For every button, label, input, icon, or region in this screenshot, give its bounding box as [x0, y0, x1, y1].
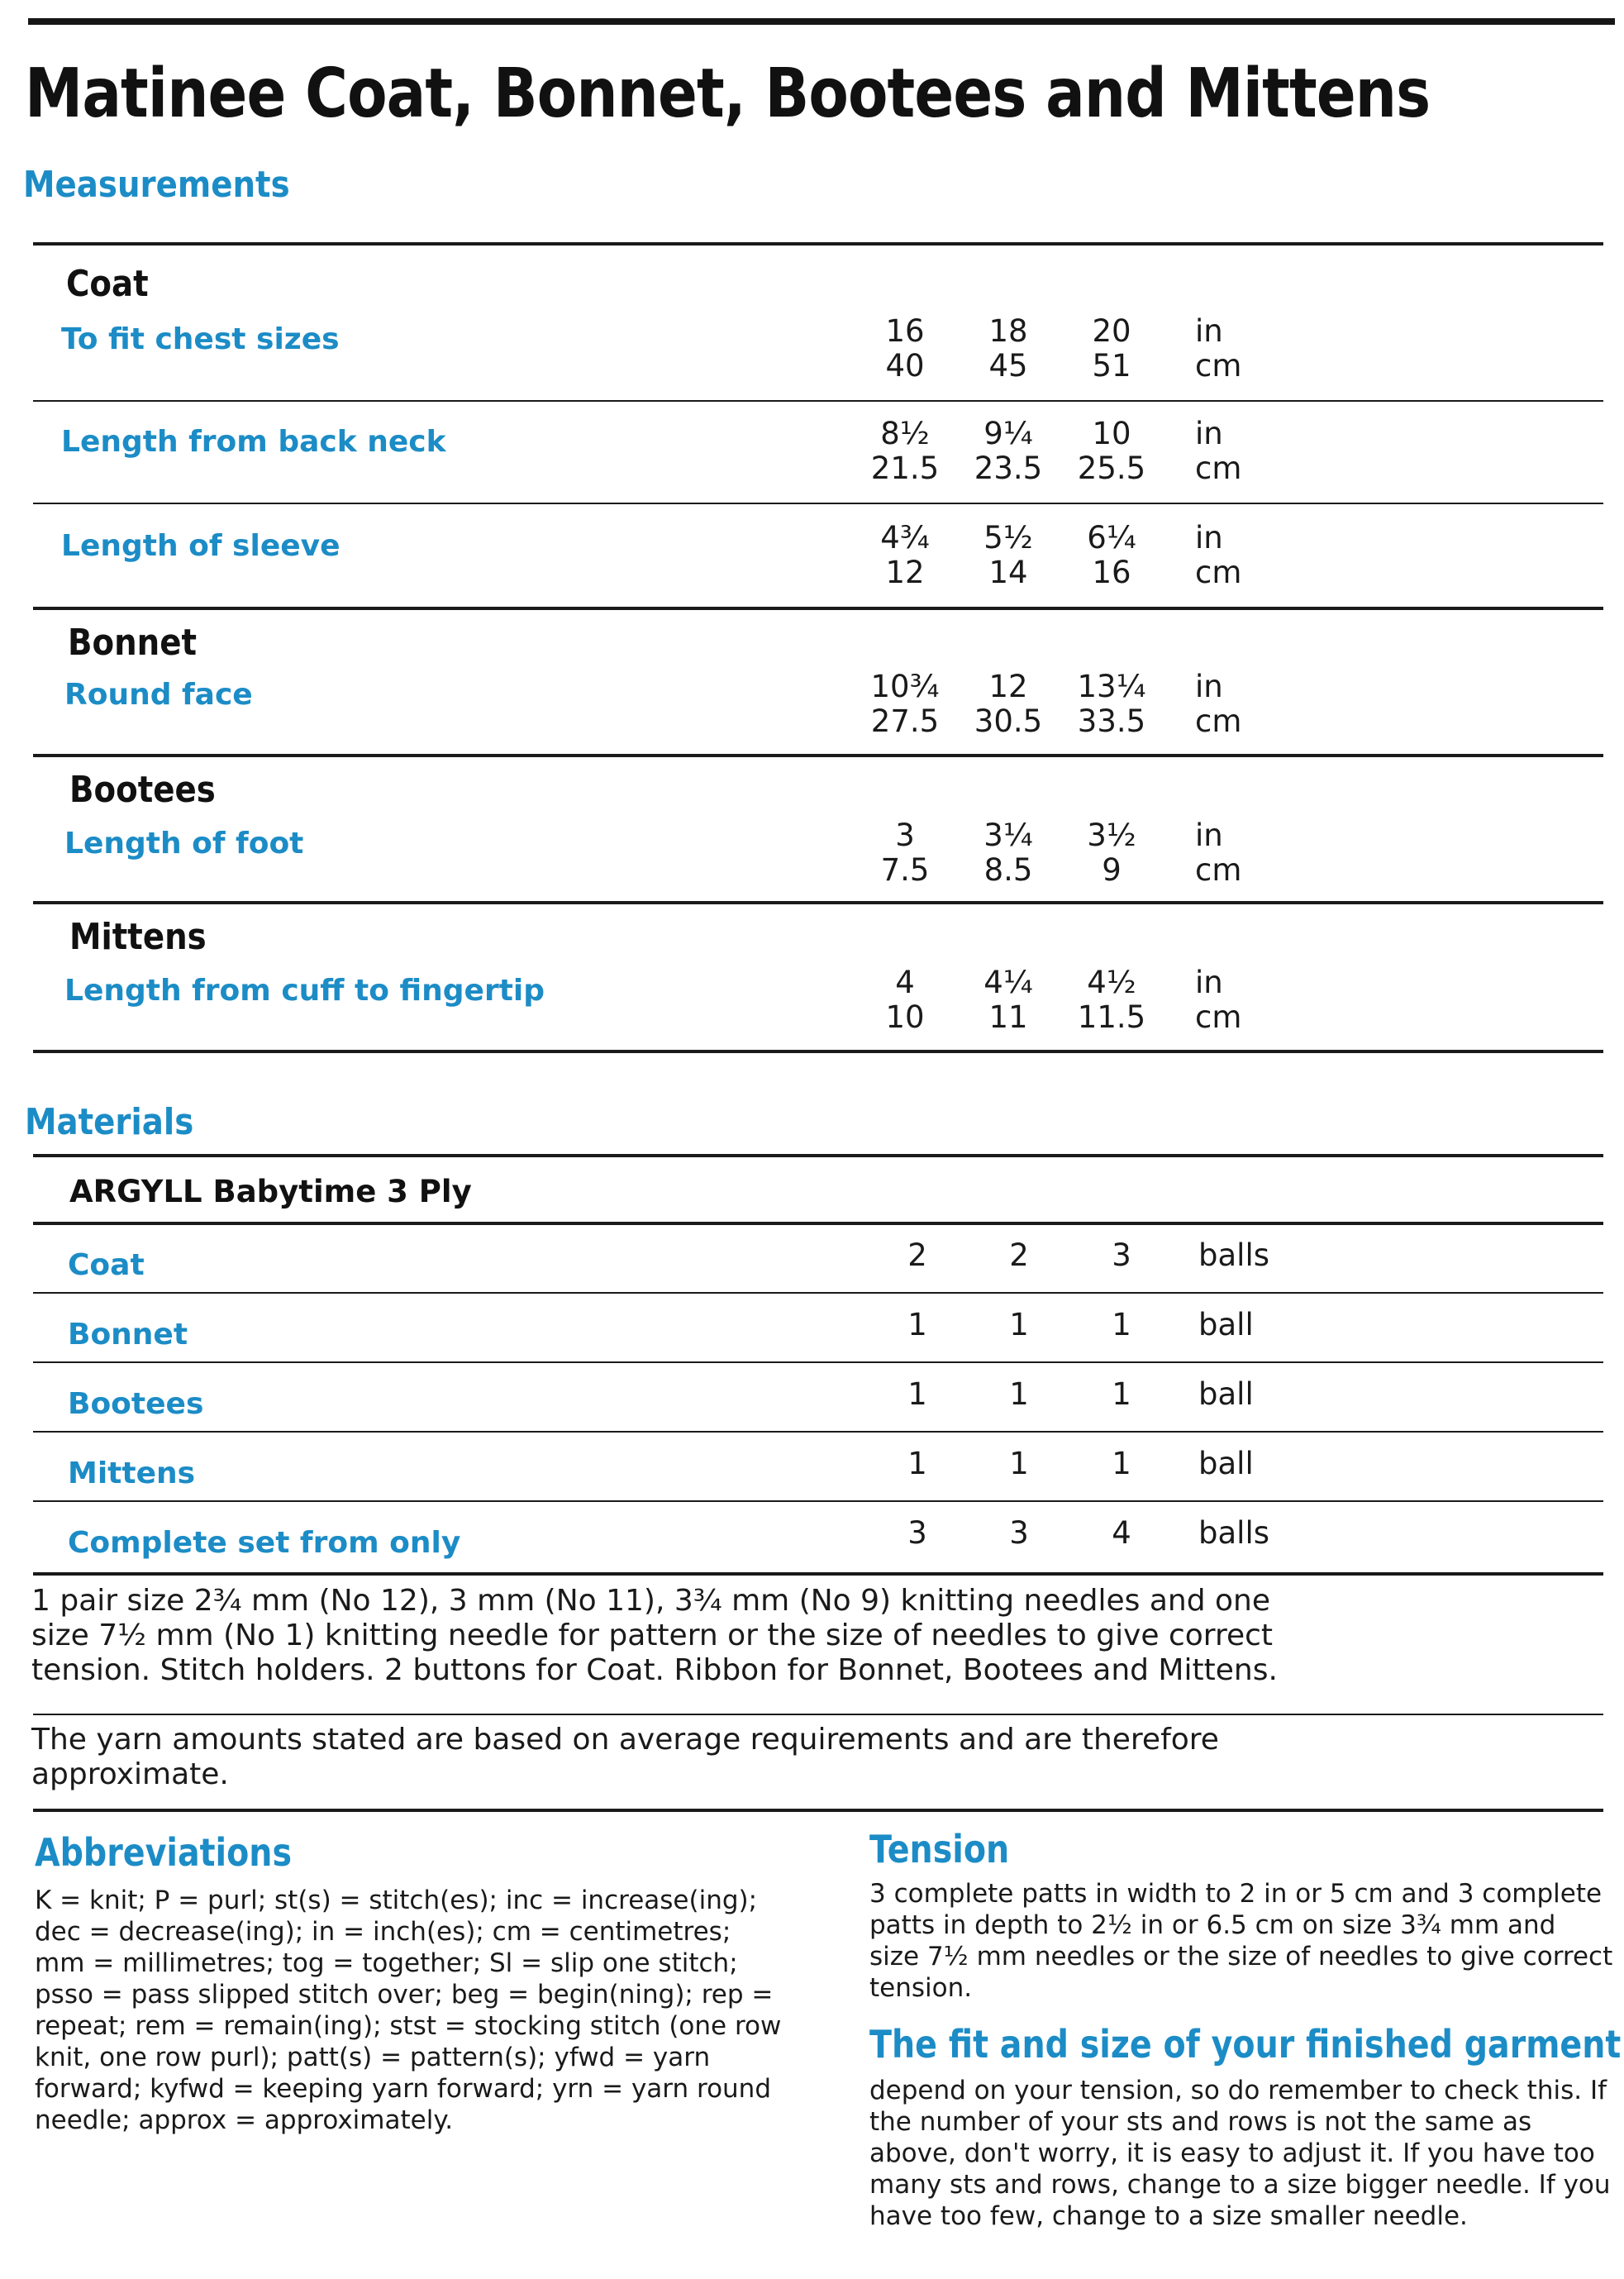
- balls-value: 1: [1009, 1307, 1029, 1342]
- row-label-sleeve: Length of sleeve: [61, 529, 341, 563]
- value-in: 13¼: [1077, 669, 1146, 704]
- divider: [33, 754, 1603, 757]
- unit-cm: cm: [1195, 703, 1242, 739]
- group-title-bonnet: Bonnet: [68, 622, 198, 664]
- balls-value: 1: [907, 1307, 927, 1342]
- abbreviations-heading: Abbreviations: [35, 1830, 292, 1875]
- divider: [33, 1292, 1603, 1294]
- yarn-note: The yarn amounts stated are based on average requirements and are therefore approximate.: [31, 1723, 1219, 1791]
- balls-value: 3: [1009, 1515, 1029, 1551]
- value-in: 4¾: [880, 520, 930, 555]
- unit-cm: cm: [1195, 852, 1242, 888]
- divider: [33, 1809, 1603, 1812]
- value-cm: 21.5: [870, 451, 940, 486]
- value-in: 3½: [1087, 818, 1136, 853]
- balls-unit: ball: [1198, 1307, 1254, 1342]
- value-cm: 12: [885, 555, 925, 590]
- value-in: 5½: [983, 520, 1033, 555]
- value-cm: 11: [988, 999, 1028, 1035]
- material-row-label: Mittens: [68, 1457, 196, 1490]
- fit-text: depend on your tension, so do remember to check this. If the number of your sts and rows is not the same as above, don't worry, it is easy to adjust it. If you have too many sts and rows, change to a size bigger needle. If you have too few, change to a size smaller needle.: [869, 2076, 1611, 2231]
- value-in: 8½: [880, 416, 930, 451]
- balls-value: 1: [1009, 1446, 1029, 1481]
- abbreviations-text: K = knit; P = purl; st(s) = stitch(es); inc = increase(ing); dec = decrease(ing); in = inch(es); cm = centimetres; mm = millimetres; tog = together; Sl = slip one stitch; psso = pass slipped stitch over; beg = begin(ning); rep = repeat; rem = remain(ing); stst = stocking stitch (one row knit, one row purl); patt(s) = pattern(s); yfwd = yarn forward; kyfwd = keeping yarn forward; yrn = yarn round needle; approx = approximately.: [35, 1886, 782, 2135]
- value-cm: 33.5: [1077, 703, 1146, 739]
- tension-text: 3 complete patts in width to 2 in or 5 cm and 3 complete patts in depth to 2½ in or 6.5 cm on size 3¾ mm and size 7½ mm needles or the size of needles to give correct tension.: [869, 1879, 1613, 2003]
- value-cm: 40: [885, 348, 925, 384]
- divider: [33, 901, 1603, 904]
- row-label-chest: To fit chest sizes: [61, 322, 340, 356]
- unit-in: in: [1195, 818, 1223, 853]
- value-cm: 25.5: [1077, 451, 1146, 486]
- balls-value: 2: [1009, 1237, 1029, 1273]
- value-in: 9¼: [983, 416, 1033, 451]
- balls-unit: balls: [1198, 1515, 1269, 1551]
- row-label-foot: Length of foot: [64, 827, 304, 861]
- divider: [33, 1154, 1603, 1157]
- group-title-coat: Coat: [66, 263, 149, 305]
- value-cm: 9: [1102, 852, 1122, 888]
- balls-value: 1: [907, 1376, 927, 1412]
- divider: [33, 1714, 1603, 1715]
- value-cm: 14: [988, 555, 1028, 590]
- value-cm: 23.5: [974, 451, 1043, 486]
- unit-cm: cm: [1195, 999, 1242, 1035]
- unit-cm: cm: [1195, 555, 1242, 590]
- materials-heading: Materials: [25, 1101, 194, 1143]
- unit-cm: cm: [1195, 348, 1242, 384]
- divider: [33, 400, 1603, 402]
- fit-heading: The fit and size of your finished garment: [869, 2022, 1622, 2067]
- divider: [33, 1222, 1603, 1225]
- balls-value: 1: [1112, 1307, 1131, 1342]
- balls-value: 3: [907, 1515, 927, 1551]
- value-cm: 27.5: [870, 703, 940, 739]
- value-in: 12: [988, 669, 1028, 704]
- value-in: 18: [988, 313, 1028, 349]
- value-cm: 10: [885, 999, 925, 1035]
- balls-value: 2: [907, 1237, 927, 1273]
- material-row-label: Complete set from only: [68, 1526, 461, 1560]
- value-cm: 11.5: [1077, 999, 1146, 1035]
- balls-value: 1: [1112, 1446, 1131, 1481]
- value-in: 10¾: [870, 669, 940, 704]
- material-row-label: Bootees: [68, 1387, 204, 1421]
- value-cm: 45: [988, 348, 1028, 384]
- value-in: 20: [1092, 313, 1131, 349]
- unit-in: in: [1195, 313, 1223, 349]
- divider: [33, 242, 1603, 246]
- value-in: 4½: [1087, 965, 1136, 1000]
- row-label-back-neck: Length from back neck: [61, 425, 446, 459]
- value-in: 6¼: [1087, 520, 1136, 555]
- value-in: 4¼: [983, 965, 1033, 1000]
- balls-value: 1: [1112, 1376, 1131, 1412]
- material-row-label: Bonnet: [68, 1318, 188, 1352]
- divider: [33, 1361, 1603, 1363]
- needles-text: 1 pair size 2¾ mm (No 12), 3 mm (No 11), 3¾ mm (No 9) knitting needles and one size 7½ mm (No 1) knitting needle for pattern or the size of needles to give correct tension. Stitch holders. 2 buttons for Coat. Ribbon for Bonnet, Bootees and Mittens.: [31, 1584, 1278, 1687]
- value-in: 4: [895, 965, 915, 1000]
- value-in: 16: [885, 313, 925, 349]
- tension-heading: Tension: [869, 1827, 1010, 1871]
- divider: [33, 1431, 1603, 1433]
- value-cm: 30.5: [974, 703, 1043, 739]
- unit-in: in: [1195, 965, 1223, 1000]
- balls-value: 1: [1009, 1376, 1029, 1412]
- divider: [33, 1572, 1603, 1576]
- balls-unit: ball: [1198, 1376, 1254, 1412]
- divider: [33, 1500, 1603, 1502]
- unit-in: in: [1195, 416, 1223, 451]
- measurements-heading: Measurements: [23, 164, 290, 206]
- unit-in: in: [1195, 669, 1223, 704]
- balls-value: 3: [1112, 1237, 1131, 1273]
- material-row-label: Coat: [68, 1248, 145, 1282]
- value-in: 3: [895, 818, 915, 853]
- row-label-cuff-fingertip: Length from cuff to fingertip: [64, 974, 545, 1008]
- page-title: Matinee Coat, Bonnet, Bootees and Mittens: [25, 55, 1431, 133]
- group-title-mittens: Mittens: [69, 916, 207, 958]
- balls-value: 4: [1112, 1515, 1131, 1551]
- divider: [33, 503, 1603, 504]
- unit-cm: cm: [1195, 451, 1242, 486]
- balls-unit: balls: [1198, 1237, 1269, 1273]
- value-cm: 7.5: [880, 852, 930, 888]
- balls-value: 1: [907, 1446, 927, 1481]
- divider: [33, 607, 1603, 610]
- unit-in: in: [1195, 520, 1223, 555]
- value-cm: 8.5: [983, 852, 1033, 888]
- row-label-round-face: Round face: [64, 678, 253, 712]
- group-title-bootees: Bootees: [69, 769, 216, 811]
- value-cm: 16: [1092, 555, 1131, 590]
- value-in: 3¼: [983, 818, 1033, 853]
- yarn-brand: ARGYLL Babytime 3 Ply: [69, 1174, 472, 1209]
- value-in: 10: [1092, 416, 1131, 451]
- balls-unit: ball: [1198, 1446, 1254, 1481]
- divider: [33, 1050, 1603, 1053]
- value-cm: 51: [1092, 348, 1131, 384]
- top-rule: [28, 18, 1615, 25]
